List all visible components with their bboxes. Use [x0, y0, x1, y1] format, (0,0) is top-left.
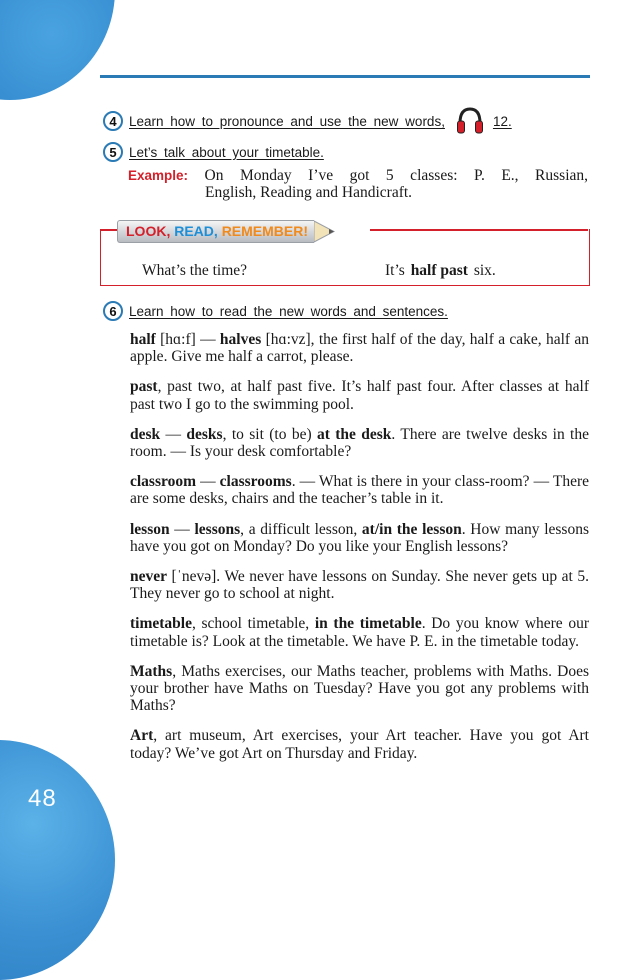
entry-word: in the timetable [314, 615, 422, 633]
entry-word: at the desk [316, 425, 392, 443]
entry-timetable [130, 615, 589, 649]
entry-word: desks [186, 425, 223, 443]
box-top-left-line [100, 229, 117, 231]
entry-word: classrooms [219, 473, 292, 491]
entry-word: classroom [130, 473, 197, 491]
entry-text: , art museum, Art exercises, your Art teacher. Have you got Art today? We’ve got Art on Thursday and Friday. [130, 727, 589, 762]
corner-decoration-top [0, 0, 115, 100]
read-label: READ, [174, 223, 218, 239]
task-6-instruction: Learn how to read the new words and sentences. [129, 303, 448, 319]
pencil-label [117, 220, 314, 243]
entry-word: never [130, 568, 168, 586]
entry-never [130, 568, 589, 602]
entry-art [130, 727, 589, 761]
example-label: Example: [128, 168, 189, 183]
time-answer-bold: half past [410, 262, 468, 279]
entry-word: halves [219, 331, 262, 348]
entry-text: [hɑ:f] — [155, 331, 220, 348]
entry-text: , school timetable, [191, 615, 315, 633]
entry-half [130, 331, 589, 365]
task-5 [103, 142, 324, 162]
entry-word: Maths [130, 662, 173, 680]
entry-word: desk [130, 425, 161, 443]
audio-track-number: 12. [492, 113, 512, 129]
entry-past [130, 378, 589, 412]
headphones-icon[interactable] [455, 106, 485, 136]
entry-word: timetable [130, 615, 192, 633]
entry-desk [130, 426, 589, 460]
entry-word: Art [130, 727, 154, 745]
look-label: LOOK, [126, 223, 171, 239]
time-answer-post: six. [473, 262, 496, 279]
vocabulary-entries [130, 331, 589, 775]
example-block [128, 167, 588, 201]
entry-word: half [130, 331, 156, 348]
task-number-6: 6 [103, 301, 123, 321]
task-4-instruction: Learn how to pronounce and use the new words, [129, 113, 445, 129]
entry-text: . — What is there in your class-room? — There are some desks, chairs and the teacher’s table in it. [130, 473, 589, 508]
task-5-instruction: Let’s talk about your timetable. [129, 144, 324, 160]
entry-text: . There are twelve desks in the room. — Is your desk comfortable? [130, 425, 589, 461]
task-number-4: 4 [103, 111, 123, 131]
entry-word: at/in the lesson [361, 520, 462, 538]
entry-word: past [130, 378, 158, 396]
entry-maths [130, 663, 589, 715]
example-line-2: English, Reading and Handicraft. [205, 184, 413, 201]
entry-text: , a difficult lesson, [240, 520, 362, 538]
time-answer-pre: It’s [385, 262, 405, 279]
task-number-5: 5 [103, 142, 123, 162]
entry-text: — [196, 473, 220, 491]
entry-text: , past two, at half past five. It’s half past four. After classes at half past two I go to the swimming pool. [130, 378, 589, 413]
box-top-right-line [370, 229, 588, 231]
entry-lesson [130, 521, 589, 555]
remember-label: REMEMBER! [221, 223, 309, 239]
page-number: 48 [28, 785, 57, 812]
entry-text: [hɑ:vz], the first half of the day, half a cake, half an apple. Give me half a carrot, please. [130, 331, 589, 366]
pencil-tip-icon [314, 220, 340, 243]
task-4 [103, 106, 512, 136]
entry-text: — [160, 425, 187, 443]
entry-text: [ˈnevə]. We never have lessons on Sunday. She never gets up at 5. They never go to school at night. [130, 568, 589, 603]
pencil-icon [117, 219, 340, 243]
time-answer [385, 262, 496, 280]
top-divider [100, 75, 590, 78]
entry-text: . Do you know where our timetable is? Look at the timetable. We have P. E. in the timetable today. [130, 615, 589, 650]
time-question: What’s the time? [142, 262, 248, 279]
example-line-1: On Monday I’ve got 5 classes: P. E., Russian, [204, 167, 589, 184]
entry-text: . How many lessons have you got on Monday? Do you like your English lessons? [130, 520, 589, 555]
entry-word: lesson [130, 520, 170, 538]
entry-text: , Maths exercises, our Maths teacher, problems with Maths. Does your brother have Maths on Tuesday? Have you got any problems with Maths? [130, 662, 589, 715]
entry-text: — [169, 520, 195, 538]
task-6 [103, 301, 448, 321]
entry-word: lessons [194, 520, 241, 538]
corner-decoration-bottom [0, 740, 115, 980]
entry-text: , to sit (to be) [222, 425, 317, 443]
entry-classroom [130, 473, 589, 507]
